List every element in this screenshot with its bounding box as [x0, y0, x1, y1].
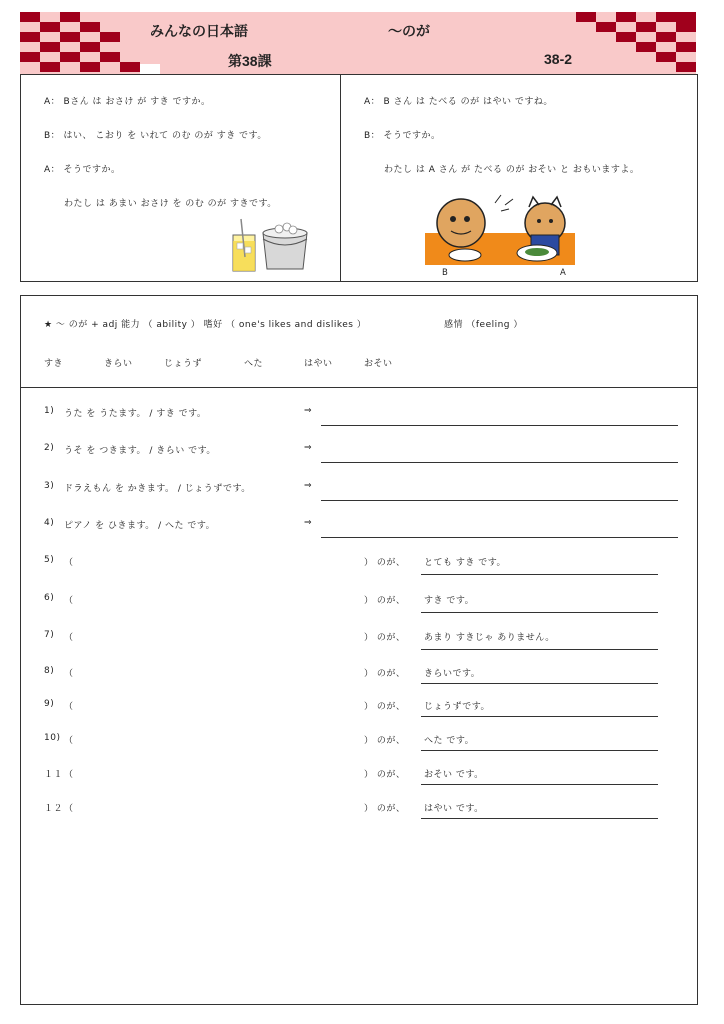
word-hayai: はやい	[304, 359, 333, 369]
label-a: A	[560, 268, 566, 278]
exercise-number: １２	[44, 804, 64, 814]
page-number: 38-2	[544, 51, 573, 67]
answer-underline	[421, 649, 658, 650]
answer-line[interactable]	[321, 462, 678, 463]
dialog-left-line-4: わたし は あまい おさけ を のむ のが すきです。	[64, 199, 277, 209]
exercise-number: 2)	[44, 443, 55, 453]
exercise-number: １１	[44, 770, 64, 780]
answer-line[interactable]	[321, 425, 678, 426]
answer-text: おそい です。	[424, 770, 484, 780]
answer-text: じょうずです。	[424, 702, 491, 712]
section-divider	[21, 387, 697, 388]
open-paren: （	[64, 804, 74, 814]
close-paren: ） のが、	[364, 633, 406, 643]
word-jouzu: じょうず	[164, 359, 203, 369]
dialog-right-line-2: B： そうですか。	[364, 131, 441, 141]
exercise-prompt: うそ を つきます。 / きらい です。	[64, 446, 216, 456]
label-b: B	[442, 268, 448, 278]
answer-underline	[421, 574, 658, 575]
exercise-number: 7)	[44, 630, 55, 640]
dialog-right-line-1: A： B さん は たべる のが はやい ですね。	[364, 97, 553, 107]
exercise-number: 8)	[44, 666, 55, 676]
exercise-number: 9)	[44, 699, 55, 709]
left-checker-pattern	[20, 12, 160, 74]
exercise-prompt: うた を うたます。 / すき です。	[64, 409, 207, 419]
arrow-icon: ⇒	[304, 406, 313, 416]
info-feeling: 感情 （feeling ）	[444, 320, 523, 330]
close-paren: ） のが、	[364, 702, 406, 712]
lesson-number: 第38課	[228, 53, 272, 69]
answer-underline	[421, 612, 658, 613]
answer-underline	[421, 683, 658, 684]
info-star-line: ★ 〜 のが + adj 能力 （ ability ） 嗜好 （ one's likes and dislikes ）	[44, 320, 367, 330]
answer-text: きらいです。	[424, 669, 481, 679]
exercise-number: 3)	[44, 481, 55, 491]
close-paren: ） のが、	[364, 736, 406, 746]
answer-text: すき です。	[424, 596, 475, 606]
exercise-box	[20, 295, 698, 1005]
drinks-illustration	[229, 217, 321, 277]
open-paren: （	[64, 633, 74, 643]
header-title: みんなの日本語	[150, 23, 248, 39]
arrow-icon: ⇒	[304, 481, 313, 491]
close-paren: ） のが、	[364, 770, 406, 780]
answer-underline	[421, 818, 658, 819]
open-paren: （	[64, 669, 74, 679]
answer-text: へた です。	[424, 736, 475, 746]
open-paren: （	[64, 702, 74, 712]
exercise-number: 1)	[44, 406, 55, 416]
close-paren: ） のが、	[364, 596, 406, 606]
answer-underline	[421, 716, 658, 717]
word-heta: へた	[244, 359, 264, 369]
dialog-right-line-3: わたし は A さん が たべる のが おそい と おもいますよ。	[384, 165, 640, 175]
word-kirai: きらい	[104, 359, 133, 369]
exercise-number: 5)	[44, 555, 55, 565]
word-suki: すき	[44, 359, 64, 369]
dialog-left-line-3: A： そうですか。	[44, 165, 121, 175]
answer-underline	[421, 784, 658, 785]
exercise-prompt: ピアノ を ひきます。 / へた です。	[64, 521, 216, 531]
exercise-prompt: ドラえもん を かきます。 / じょうずです。	[64, 484, 251, 494]
arrow-icon: ⇒	[304, 443, 313, 453]
answer-text: とても すき です。	[424, 558, 507, 568]
arrow-icon: ⇒	[304, 518, 313, 528]
exercise-number: 4)	[44, 518, 55, 528]
dialog-left-line-1: A： Bさん は おさけ が すき ですか。	[44, 97, 211, 107]
close-paren: ） のが、	[364, 804, 406, 814]
dialog-left-box	[20, 74, 342, 282]
right-checker-pattern	[556, 12, 696, 74]
open-paren: （	[64, 770, 74, 780]
close-paren: ） のが、	[364, 669, 406, 679]
answer-line[interactable]	[321, 500, 678, 501]
open-paren: （	[64, 736, 74, 746]
dialog-left-line-2: B： はい、 こおり を いれて のむ のが すき です。	[44, 131, 267, 141]
word-osoi: おそい	[364, 359, 393, 369]
exercise-number: 10)	[44, 733, 61, 743]
answer-line[interactable]	[321, 537, 678, 538]
close-paren: ） のが、	[364, 558, 406, 568]
header-grammar: 〜のが	[388, 23, 430, 39]
exercise-number: 6)	[44, 593, 55, 603]
open-paren: （	[64, 558, 74, 568]
answer-text: はやい です。	[424, 804, 484, 814]
answer-underline	[421, 750, 658, 751]
header-banner	[20, 12, 696, 74]
eating-cats-illustration	[425, 193, 575, 267]
open-paren: （	[64, 596, 74, 606]
dialog-right-box	[340, 74, 698, 282]
answer-text: あまり すきじゃ ありません。	[424, 633, 555, 643]
